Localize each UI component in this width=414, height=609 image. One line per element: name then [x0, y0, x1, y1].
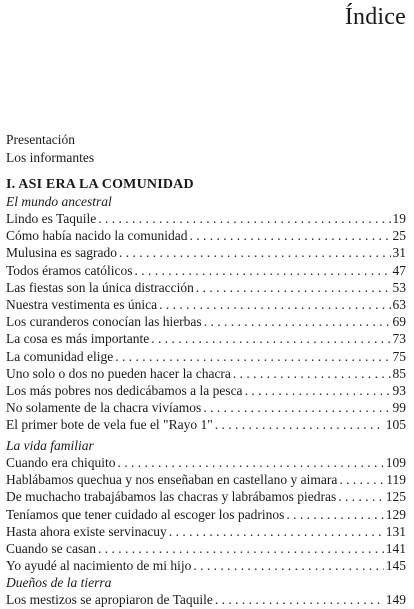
- toc-list: [6, 454, 406, 574]
- toc-entry-title: Hablábamos quechua y nos enseñaban en castellano y aimara: [6, 472, 338, 488]
- toc-entry: [6, 399, 406, 416]
- toc-entry-title: Los curanderos conocían las hierbas: [6, 314, 202, 330]
- toc-entry-page: 73: [392, 331, 406, 347]
- toc-entry-title: Hasta ahora existe servinacuy: [6, 523, 167, 539]
- page-title: Índice: [344, 4, 406, 30]
- dot-leader: [338, 488, 384, 505]
- toc-entry-page: 75: [392, 348, 406, 364]
- toc-entry: [6, 365, 406, 382]
- toc-entry: [6, 471, 406, 488]
- dot-leader: [204, 313, 391, 330]
- toc-entry-page: 25: [392, 228, 406, 244]
- intro-item-presentacion: Presentación: [6, 132, 75, 147]
- toc-entry-title: De muchacho trabajábamos las chacras y labrábamos piedras: [6, 489, 337, 505]
- toc-entry-title: Todos éramos católicos: [6, 262, 133, 278]
- dot-leader: [215, 591, 384, 608]
- toc-entry-page: 149: [385, 592, 406, 608]
- toc-entry: [6, 296, 406, 313]
- toc-entry-title: Uno solo o dos no pueden hacer la chacra: [6, 365, 231, 381]
- dot-leader: [98, 210, 390, 227]
- toc-entry-title: Los mestizos se apropiaron de Taquile: [6, 592, 213, 608]
- toc-entry-page: 145: [385, 558, 406, 574]
- part-heading: I. ASI ERA LA COMUNIDAD: [6, 177, 194, 192]
- dot-leader: [98, 540, 384, 557]
- toc-entry: [6, 313, 406, 330]
- toc-entry: [6, 540, 406, 557]
- dot-leader: [115, 348, 390, 365]
- toc-entry-page: 47: [392, 262, 406, 278]
- dot-leader: [215, 416, 384, 433]
- toc-entry-page: 141: [385, 541, 406, 557]
- dot-leader: [135, 262, 391, 279]
- toc-entry: [6, 262, 406, 279]
- toc-entry: [6, 279, 406, 296]
- toc-entry-page: 31: [392, 245, 406, 261]
- dot-leader: [151, 330, 390, 347]
- toc-entry-title: Lindo es Taquile: [6, 211, 97, 226]
- toc-entry: [6, 416, 406, 433]
- toc-entry-title: La comunidad elige: [6, 348, 114, 364]
- toc-entry-title: Teníamos que tener cuidado al escoger los padrinos: [6, 506, 285, 522]
- subsection-heading: Dueños de la tierra: [6, 575, 112, 591]
- dot-leader: [339, 471, 384, 488]
- toc-entry-page: 119: [386, 472, 406, 488]
- toc-entry: [6, 488, 406, 505]
- toc-entry: [6, 506, 406, 523]
- toc-entry-title: Nuestra vestimenta es única: [6, 297, 158, 313]
- toc-entry: [6, 591, 406, 608]
- dot-leader: [159, 296, 390, 313]
- toc-entry-title: El primer bote de vela fue el "Rayo 1": [6, 417, 213, 433]
- toc-entry-page: 19: [392, 211, 406, 226]
- toc-entry: [6, 244, 406, 261]
- dot-leader: [119, 244, 391, 261]
- toc-entry-page: 63: [392, 297, 406, 313]
- toc-entry: [6, 210, 406, 227]
- toc-entry-page: 85: [392, 365, 406, 381]
- dot-leader: [203, 399, 390, 416]
- toc-entry: [6, 227, 406, 244]
- dot-leader: [196, 279, 391, 296]
- subsection-heading: La vida familiar: [6, 438, 94, 453]
- toc-entry-page: 69: [392, 314, 406, 330]
- toc-entry-title: Mulusina es sagrado: [6, 245, 117, 261]
- toc-entry-title: Cuando era chiquito: [6, 455, 116, 470]
- subsection-heading: El mundo ancestral: [6, 194, 112, 209]
- dot-leader: [233, 365, 391, 382]
- dot-leader: [169, 523, 384, 540]
- toc-entry: [6, 557, 406, 574]
- toc-entry-page: 109: [385, 455, 406, 470]
- part-two: [6, 437, 406, 609]
- intro-item-informantes: Los informantes: [6, 150, 95, 165]
- toc-entry-title: Las fiestas son la única distracción: [6, 279, 194, 295]
- toc-entry: [6, 348, 406, 365]
- toc-entry-page: 129: [385, 506, 406, 522]
- toc-entry-page: 93: [392, 383, 406, 399]
- dot-leader: [286, 506, 383, 523]
- toc-entry: [6, 523, 406, 540]
- dot-leader: [117, 454, 383, 471]
- toc-list: [6, 591, 406, 608]
- toc-entry-page: 125: [385, 489, 406, 505]
- intro-list: [6, 131, 94, 167]
- toc-entry-title: No solamente de la chacra vivíamos: [6, 400, 202, 416]
- toc-entry: [6, 330, 406, 347]
- toc-entry-page: 105: [385, 417, 406, 433]
- toc-entry-title: Los más pobres nos dedicábamos a la pesca: [6, 383, 243, 399]
- toc-entry-page: 53: [392, 279, 406, 295]
- toc-entry-title: Yo ayudé al nacimiento de mi hijo: [6, 558, 192, 574]
- toc-entry-title: Cómo había nacido la comunidad: [6, 228, 188, 244]
- dot-leader: [189, 227, 390, 244]
- toc-entry-page: 99: [392, 400, 406, 416]
- toc-list: [6, 210, 406, 434]
- dot-leader: [193, 557, 383, 574]
- toc-entry: [6, 454, 406, 471]
- part-one: [6, 176, 406, 434]
- toc-entry-page: 131: [385, 523, 406, 539]
- toc-entry-title: Cuando se casan: [6, 541, 96, 557]
- toc-entry: [6, 382, 406, 399]
- toc-entry-title: La cosa es más importante: [6, 331, 150, 347]
- dot-leader: [245, 382, 391, 399]
